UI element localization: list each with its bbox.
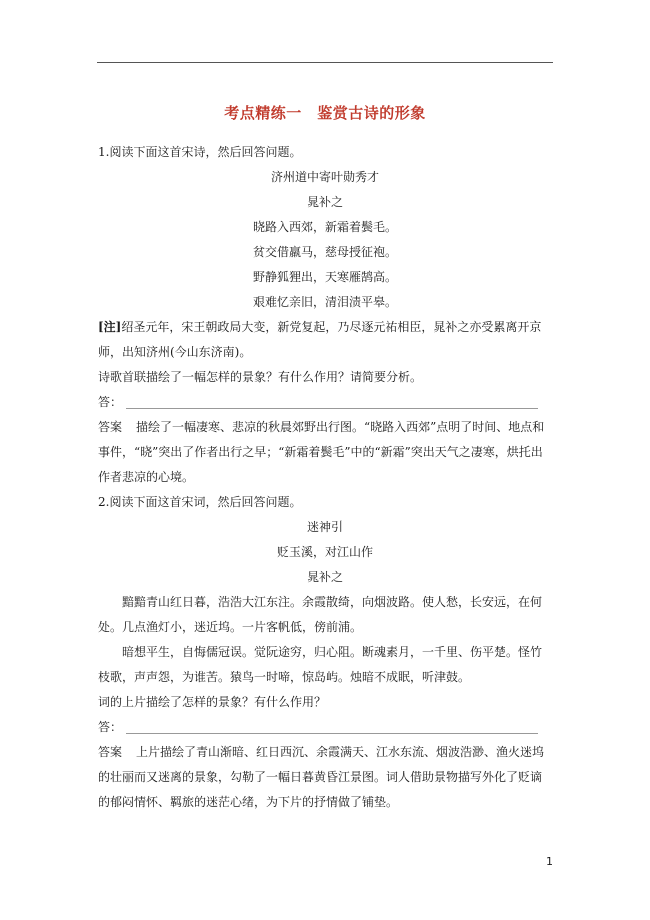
q1-answer-text: 描绘了一幅凄寒、悲凉的秋晨郊野出行图。“晓路入西郊”点明了时间、地点和事件，“晓”突出了作者出行之早；“新霜着鬓毛”中的“新霜”突出天气之凄寒，烘托出作者悲凉的心境。 bbox=[98, 420, 545, 484]
q1-note-text: 绍圣元年，宋王朝政局大变，新党复起，乃尽逐元祐相臣，晁补之亦受累离开京师，出知济州(今山东济南)。 bbox=[98, 320, 542, 359]
q2-author: 晁补之 bbox=[306, 570, 343, 584]
q2-answer bbox=[98, 740, 552, 815]
note-tag: [注] bbox=[98, 320, 122, 334]
answer-blank bbox=[126, 721, 538, 734]
q2-prompt: 2.阅读下面这首宋词，然后回答问题。 bbox=[98, 495, 302, 509]
page-title: 考点精练一 鉴赏古诗的形象 bbox=[224, 104, 426, 122]
q2-para-2: 暗想平生，自悔儒冠误。觉阮途穷，归心阻。断魂素月，一千里、伤平楚。怪竹枝歌，声声怨，为谁苦。猿鸟一时啼，惊岛屿。烛暗不成眠，听津鼓。 bbox=[98, 645, 543, 684]
q1-poem-line: 艰难忆亲旧，清泪渍平皋。 bbox=[252, 295, 397, 309]
q1-poem-title: 济州道中寄叶勋秀才 bbox=[270, 170, 379, 184]
header-rule bbox=[97, 62, 553, 63]
q1-answer-line bbox=[98, 390, 552, 415]
q1-answer bbox=[98, 415, 552, 490]
q2-answer-text: 上片描绘了青山渐暗、红日西沉、余霞满天、江水东流、烟波浩渺、渔火迷坞的壮丽而又迷离的景象，勾勒了一幅日暮黄昏江景图。词人借助景物描写外化了贬谪的郁闷情怀、羁旅的迷茫心绪，为下片的抒情做了铺垫。 bbox=[98, 745, 545, 809]
q1-note bbox=[98, 315, 552, 365]
q1-prompt: 1.阅读下面这首宋诗，然后回答问题。 bbox=[98, 145, 302, 159]
answer-label: 答案 bbox=[98, 745, 123, 759]
q1-poem-line: 野静狐狸出，天寒雁鹄高。 bbox=[252, 270, 397, 284]
q2-answer-line bbox=[98, 715, 552, 740]
q2-ci-title: 迷神引 bbox=[306, 520, 343, 534]
document-body bbox=[98, 140, 552, 815]
q2-answer-prompt: 答： bbox=[98, 720, 123, 734]
q1-question: 诗歌首联描绘了一幅怎样的景象？有什么作用？请简要分析。 bbox=[98, 370, 423, 384]
q1-poem-line: 晓路入西郊，新霜着鬓毛。 bbox=[252, 220, 397, 234]
q2-para-1: 黯黯青山红日暮，浩浩大江东注。余霞散绮，向烟波路。使人愁，长安远，在何处。几点渔灯小，迷近坞。一片客帆低，傍前浦。 bbox=[98, 595, 543, 634]
q2-subtitle: 贬玉溪，对江山作 bbox=[276, 545, 373, 559]
q1-answer-prompt: 答： bbox=[98, 395, 123, 409]
answer-label: 答案 bbox=[98, 420, 123, 434]
q1-poem-line: 贫交借羸马，慈母授征袍。 bbox=[252, 245, 397, 259]
answer-blank bbox=[126, 396, 538, 409]
q2-question: 词的上片描绘了怎样的景象？有什么作用？ bbox=[98, 695, 327, 709]
q1-author: 晁补之 bbox=[306, 195, 343, 209]
page-number: 1 bbox=[546, 855, 553, 868]
